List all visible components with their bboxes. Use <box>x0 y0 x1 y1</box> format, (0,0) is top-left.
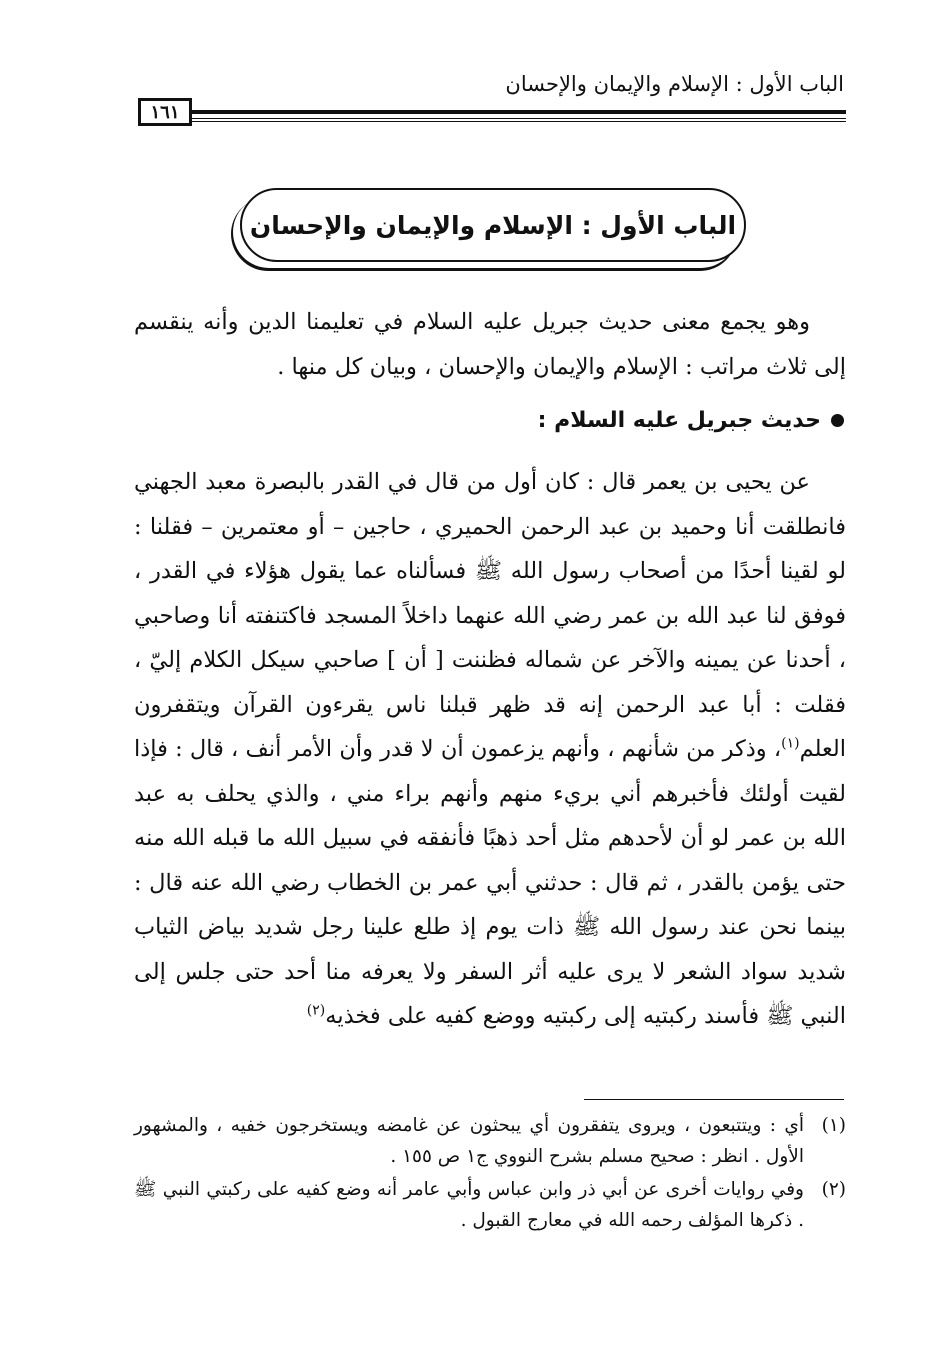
chapter-title: الباب الأول : الإسلام والإيمان والإحسان <box>249 210 737 240</box>
hadith-part-2: ، وذكر من شأنهم ، وأنهم يزعمون أن لا قدر وأن الأمر أنف ، قال : فإذا لقيت أولئك فأخبرهم أني بريء منهم وأنهم براء مني ، والذي يحلف به عبد الله بن عمر لو أن لأحدهم مثل أحد ذهبًا فأنفقه في سبيل الله ما قبله الله منه حتى يؤمن بالقدر ، ثم قال : حدثني أبي عمر بن الخطاب رضي الله عنه قال : بينما نحن عند رسول الله ﷺ ذات يوم إذ طلع علينا رجل شديد بياض الثياب شديد سواد الشعر لا يرى عليه أثر السفر ولا يعرفه منا أحد حتى جلس إلى النبي ﷺ فأسند ركبتيه إلى ركبتيه ووضع كفيه على فخذيه <box>134 736 846 1029</box>
hadith-text <box>134 460 846 1039</box>
header-rule-thin <box>192 118 846 119</box>
hadith-part-1: عن يحيى بن يعمر قال : كان أول من قال في القدر بالبصرة معبد الجهني فانطلقت أنا وحميد بن عبد الرحمن الحميري ، حاجين – أو معتمرين – فقلنا : لو لقينا أحدًا من أصحاب رسول الله ﷺ فسألناه عما يقول هؤلاء في القدر ، فوفق لنا عبد الله بن عمر رضي الله عنهما داخلاً المسجد فاكتنفته أنا وصاحبي ، أحدنا عن يمينه والآخر عن شماله فظننت [ أن ] صاحبي سيكل الكلام إليّ ، فقلت : أبا عبد الرحمن إنه قد ظهر قبلنا ناس يقرءون القرآن ويتقفرون العلم <box>134 469 846 762</box>
footnote-text: وفي روايات أخرى عن أبي ذر وابن عباس وأبي عامر أنه وضع كفيه على ركبتي النبي ﷺ . ذكرها المؤلف رحمه الله في معارج القبول . <box>134 1179 804 1231</box>
footnote-ref-2[interactable]: (٢) <box>306 1002 326 1019</box>
running-header: الباب الأول : الإسلام والإيمان والإحسان <box>505 72 844 96</box>
footnote-number: (٢) <box>821 1179 846 1200</box>
footnote-1 <box>134 1110 846 1172</box>
header-rule-thin-2 <box>192 121 846 122</box>
intro-paragraph <box>134 300 846 389</box>
page-number: ١٦١ <box>138 98 192 126</box>
hadith-paragraph <box>134 460 846 1080</box>
footnote-separator <box>584 1099 844 1100</box>
footnotes <box>134 1110 846 1238</box>
chapter-title-frame <box>240 188 746 262</box>
section-heading <box>538 408 844 433</box>
footnote-text: أي : ويتتبعون ، ويروى يتفقرون أي يبحثون عن غامضه ويستخرجون خفيه ، والمشهور الأول . انظر : صحيح مسلم بشرح النووي ج١ ص ١٥٥ . <box>134 1115 804 1167</box>
section-heading-text: حديث جبريل عليه السلام : <box>537 408 821 433</box>
bullet-icon <box>831 414 844 427</box>
footnote-ref-1[interactable]: (١) <box>781 735 800 752</box>
intro-text: وهو يجمع معنى حديث جبريل عليه السلام في تعليمنا الدين وأنه ينقسم إلى ثلاث مراتب : الإسلام والإيمان والإحسان ، وبيان كل منها . <box>134 309 846 380</box>
footnote-number: (١) <box>821 1115 846 1136</box>
footnote-2 <box>134 1174 846 1236</box>
header-rule <box>192 110 846 114</box>
